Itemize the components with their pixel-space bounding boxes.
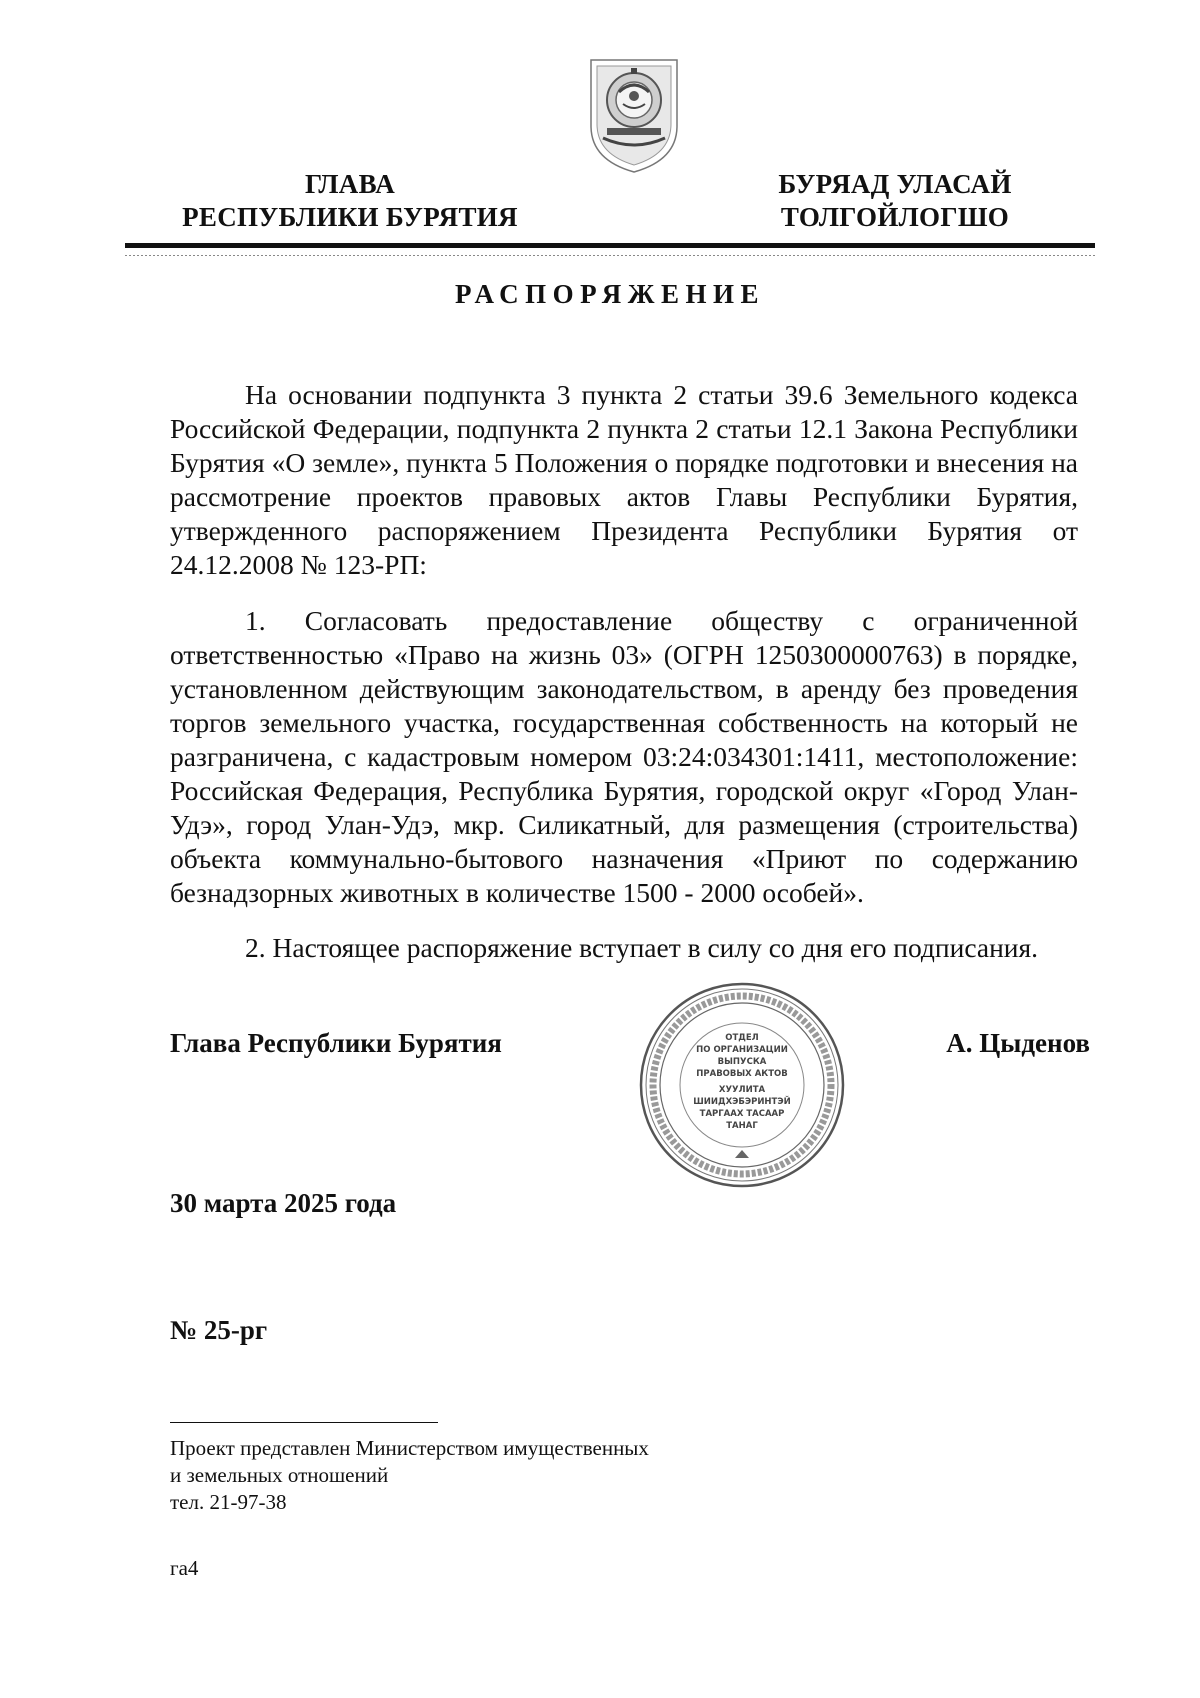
- preamble-paragraph: На основании подпункта 3 пункта 2 статьи 39.6 Земельного кодекса Российской Федерации, подпункта 2 пункта 2 статьи 12.1 Закона Республики Бурятия «О земле», пункта 5 Положения о порядке подготовки и внесения на рассмотрение проектов правовых актов Главы Республики Бурятия, утвержденного распоряжением Президента Республики Бурятия от 24.12.2008 № 123-РП:: [170, 379, 1078, 580]
- header-left-line2: РЕСПУБЛИКИ БУРЯТИЯ: [182, 202, 518, 232]
- signatory-name: А. Цыденов: [946, 1028, 1090, 1058]
- header-left: [160, 168, 540, 234]
- document-number: № 25-рг: [170, 1315, 268, 1345]
- header-divider-thin: [125, 255, 1095, 256]
- header-right-line2: ТОЛГОЙЛОГШО: [780, 202, 1010, 232]
- footnote-line-2: и земельных отношений: [170, 1463, 389, 1487]
- official-seal-icon: [637, 980, 847, 1190]
- seal-text-line: ВЫПУСКА: [717, 1057, 767, 1067]
- header-divider-thick: [125, 243, 1095, 248]
- footnote-phone: тел. 21-97-38: [170, 1490, 287, 1514]
- header-left-line1: ГЛАВА: [304, 169, 396, 199]
- seal-text-line: ОТДЕЛ: [725, 1033, 759, 1043]
- document-date: 30 марта 2025 года: [170, 1188, 397, 1218]
- seal-text-line: ХУУЛИТА: [718, 1085, 766, 1095]
- item-2-paragraph: 2. Настоящее распоряжение вступает в силу со дня его подписания.: [245, 932, 1039, 963]
- document-title: РАСПОРЯЖЕНИЕ: [454, 279, 766, 309]
- item-1-paragraph: 1. Согласовать предоставление обществу с ограниченной ответственностью «Право на жизнь 03» (ОГРН 1250300000763) в порядке, установленном действующим законодательством, в аренду без проведения торгов земельного участка, государственная собственность на который не разграничена, с кадастровым номером 03:24:034301:1411, местоположение: Российская Федерация, Республика Бурятия, городской округ «Город Улан-Удэ», город Улан-Удэ, мкр. Силикатный, для размещения (строительства) объекта коммунально-бытового назначения «Приют по содержанию безнадзорных животных в количестве 1500 - 2000 особей».: [170, 605, 1078, 908]
- seal-text-line: ТАРГААХ ТАСААР: [699, 1109, 785, 1119]
- header-right: [725, 168, 1065, 234]
- signatory-position: Глава Республики Бурятия: [170, 1028, 502, 1058]
- seal-text-line: ПО ОРГАНИЗАЦИИ: [696, 1045, 788, 1055]
- coat-of-arms-icon: [585, 56, 683, 176]
- document-code: га4: [170, 1556, 199, 1580]
- seal-text-line: ПРАВОВЫХ АКТОВ: [696, 1069, 788, 1079]
- seal-text-line: ТАНАГ: [726, 1121, 758, 1131]
- footnote-line-1: Проект представлен Министерством имущественных: [170, 1436, 649, 1460]
- footnote-divider: [170, 1422, 438, 1423]
- seal-text-line: ШИИДХЭБЭРИНТЭЙ: [693, 1097, 791, 1107]
- header-right-line1: БУРЯАД УЛАСАЙ: [778, 169, 1012, 199]
